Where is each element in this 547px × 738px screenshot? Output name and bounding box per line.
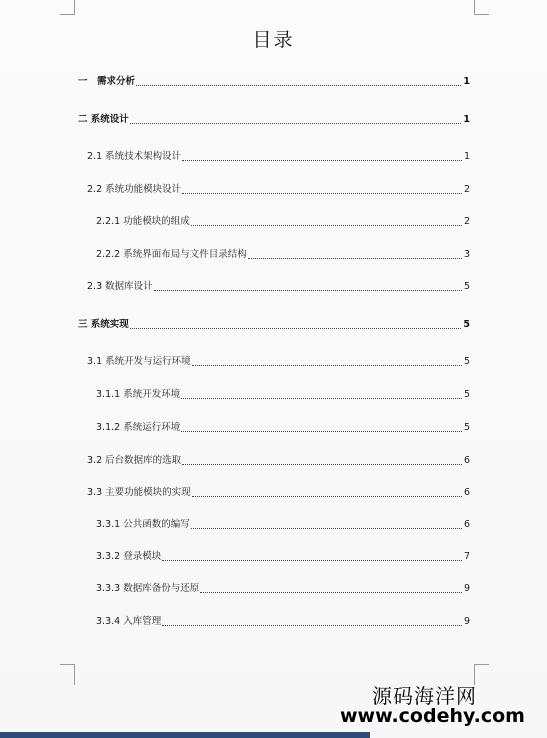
toc-entry-page-number: 6 bbox=[463, 519, 470, 530]
toc-entry[interactable] bbox=[96, 249, 470, 261]
toc-leader-dots bbox=[192, 365, 462, 366]
toc-entry[interactable] bbox=[96, 616, 470, 628]
toc-entry[interactable] bbox=[78, 319, 470, 331]
toc-entry-page-number: 5 bbox=[463, 319, 470, 330]
toc-entry[interactable] bbox=[96, 422, 470, 434]
toc-entry[interactable] bbox=[96, 519, 470, 531]
toc-entry-page-number: 9 bbox=[463, 583, 470, 594]
toc-entry-page-number: 2 bbox=[463, 216, 470, 227]
page-title: 目录 bbox=[252, 29, 295, 51]
toc-leader-dots bbox=[182, 160, 462, 161]
toc-entry[interactable] bbox=[87, 151, 470, 163]
toc-leader-dots bbox=[248, 258, 462, 259]
toc-entry-page-number: 1 bbox=[463, 76, 470, 87]
toc-leader-dots bbox=[200, 592, 462, 593]
toc-leader-dots bbox=[162, 560, 462, 561]
toc-entry-page-number: 6 bbox=[463, 487, 470, 498]
toc-entry-label: 2.2 系统功能模块设计 bbox=[87, 184, 182, 195]
toc-entry-label: 3.3 主要功能模块的实现 bbox=[87, 487, 191, 498]
toc-entry-page-number: 5 bbox=[463, 422, 470, 433]
toc-leader-dots bbox=[182, 464, 462, 465]
toc-entry-page-number: 5 bbox=[463, 356, 470, 367]
toc-entry-page-number: 1 bbox=[463, 114, 470, 125]
toc-entry-label: 3.1.2 系统运行环境 bbox=[96, 422, 181, 433]
toc-entry-page-number: 1 bbox=[463, 151, 470, 162]
toc-leader-dots bbox=[191, 225, 462, 226]
toc-entry-label: 一 需求分析 bbox=[78, 76, 136, 87]
toc-entry-label: 3.2 后台数据库的选取 bbox=[87, 455, 182, 466]
toc-entry[interactable] bbox=[87, 184, 470, 196]
toc-entry-page-number: 3 bbox=[463, 249, 470, 260]
toc-leader-dots bbox=[154, 290, 462, 291]
toc-leader-dots bbox=[192, 496, 462, 497]
toc-entry-label: 2.3 数据库设计 bbox=[87, 281, 153, 292]
toc-entry[interactable] bbox=[87, 455, 470, 467]
toc-entry-label: 2.2.2 系统界面布局与文件目录结构 bbox=[96, 249, 247, 260]
toc-entry[interactable] bbox=[78, 114, 470, 126]
toc-entry-label: 3.3.4 入库管理 bbox=[96, 616, 162, 627]
toc-leader-dots bbox=[191, 528, 462, 529]
toc-entry-page-number: 7 bbox=[463, 551, 470, 562]
toc-entry[interactable] bbox=[96, 583, 470, 595]
toc-entry[interactable] bbox=[78, 76, 470, 88]
toc-leader-dots bbox=[181, 431, 462, 432]
toc-leader-dots bbox=[162, 625, 462, 626]
toc-leader-dots bbox=[182, 193, 462, 194]
toc-entry-label: 3.1.1 系统开发环境 bbox=[96, 389, 181, 400]
toc-entry-page-number: 9 bbox=[463, 616, 470, 627]
toc-entry-label: 2.2.1 功能模块的组成 bbox=[96, 216, 190, 227]
toc-entry-page-number: 6 bbox=[463, 455, 470, 466]
toc-leader-dots bbox=[130, 123, 462, 124]
toc-entry-label: 3.3.1 公共函数的编写 bbox=[96, 519, 190, 530]
toc-entry[interactable] bbox=[87, 281, 470, 293]
watermark-site-name: 源码海洋网 bbox=[372, 684, 477, 708]
toc-entry[interactable] bbox=[96, 216, 470, 228]
toc-entry-page-number: 5 bbox=[463, 389, 470, 400]
toc-entry-page-number: 5 bbox=[463, 281, 470, 292]
toc-leader-dots bbox=[130, 328, 462, 329]
watermark-url: www.codehy.com bbox=[340, 705, 525, 727]
toc-entry[interactable] bbox=[96, 389, 470, 401]
toc-entry[interactable] bbox=[87, 356, 470, 368]
bottom-bar bbox=[0, 732, 370, 738]
toc-entry-label: 三 系统实现 bbox=[78, 319, 129, 330]
toc-entry-label: 二 系统设计 bbox=[78, 114, 129, 125]
toc-entry-label: 2.1 系统技术架构设计 bbox=[87, 151, 182, 162]
toc-leader-dots bbox=[181, 398, 462, 399]
toc-entry[interactable] bbox=[96, 551, 470, 563]
toc-entry-label: 3.3.2 登录模块 bbox=[96, 551, 162, 562]
toc-leader-dots bbox=[136, 85, 461, 86]
toc-entry-label: 3.1 系统开发与运行环境 bbox=[87, 356, 191, 367]
toc-entry-label: 3.3.3 数据库备份与还原 bbox=[96, 583, 200, 594]
toc-entry[interactable] bbox=[87, 487, 470, 499]
toc-entry-page-number: 2 bbox=[463, 184, 470, 195]
